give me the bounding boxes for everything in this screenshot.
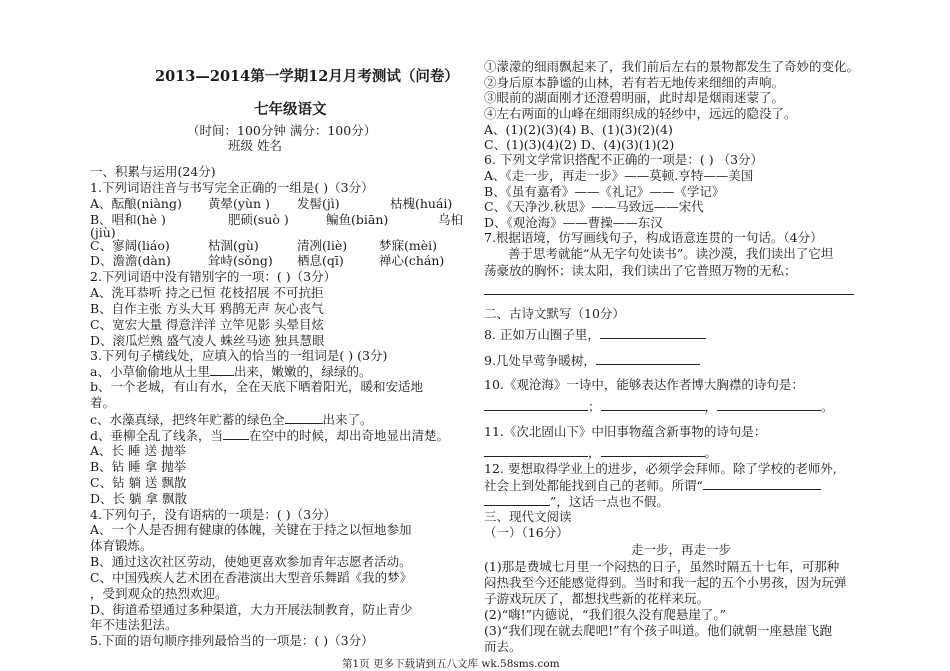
q12-post: ”，这话一点也不假。 [550,494,669,509]
q6-option-a: A、《走一步，再走一步》——莫顿.亨特——美国 [484,168,754,183]
q11-blank-2[interactable] [601,444,705,457]
class-name-line: 班级 姓名 [228,138,282,153]
q1-option-c-2: 枯涸(gù) [208,238,259,253]
reading-part-1: （一）（16分） [484,525,569,540]
q2-option-a: A、洗耳恭听 持之已恒 花枝招展 不可抗拒 [90,285,324,300]
time-score-info: （时间：100分钟 满分：100分） [187,123,377,138]
passage-p3-line-1: (3)“我们现在就去爬吧!”有个孩子叫道。他们就朝一座悬崖飞跑 [484,623,833,638]
q1-option-a-4: 枯槐(huái) [390,196,453,211]
q4-option-c-2: ，受到观众的热烈欢迎。 [90,586,228,601]
q3-c-post: 出来了。 [322,412,373,427]
q1-option-a-2: 黄晕(yùn ) [208,196,270,211]
q8-line [484,326,706,343]
q3-sentence-c [90,411,373,428]
q3-option-b: B、钻 睡 拿 抛举 [90,459,187,474]
q12-line-3 [484,493,669,510]
section3-title: 三、现代文阅读 [484,509,572,524]
q3-stem: 3.下列句子横线处，应填入的恰当的一组词是( ) (3分) [90,348,388,363]
q1-stem: 1.下列词语注音与书写完全正确的一组是( )（3分） [90,180,374,195]
passage-p1-line-1: (1)那是费城七月里一个闷热的日子，虽然时隔五十七年，可那种 [484,559,840,574]
q5-sentence-2: ②身后原本静谧的山林，若有若无地传来细细的声响。 [484,75,785,90]
q3-sentence-b-2: 着。 [90,395,116,410]
q1-option-d-3: 栖息(qī) [297,253,344,268]
q1-option-d-4: 禅心(chán) [379,253,445,268]
q1-option-c-1: C、寥阔(liáo) [90,238,170,253]
q9-text: 9.几处早莺争暖树， [484,353,596,368]
passage-p2: (2)“嗨!”内德说，“我们很久没有爬悬崖了。” [484,607,727,622]
q1-option-a-1: A、酝酿(niàng) [90,196,182,211]
q3-c-blank[interactable] [285,411,323,424]
passage-title: 走一步，再走一步 [631,542,732,557]
q10-blank-3[interactable] [717,398,821,411]
q10-text: 10.《观沧海》一诗中，能够表达作者博大胸襟的诗句是： [484,377,804,392]
q3-a-pre: a、小草偷偷地从土里 [90,364,210,379]
q3-sentence-d [90,427,449,444]
q4-option-b: B、通过这次社区劳动，使她更喜欢参加青年志愿者活动。 [90,554,412,569]
q11-blanks: ， 。 [484,444,717,461]
passage-p1-line-2: 闷热我至今还能感觉得到。当时和我一起的五个小男孩，因为玩弹 [484,575,847,590]
q9-blank[interactable] [596,352,700,365]
grade-subject-title: 七年级语文 [254,101,327,118]
q2-option-c: C、宽宏大量 得意洋洋 立竿见影 头晕目炫 [90,317,324,332]
q3-sentence-b-1: b、一个老城，有山有水，全在天底下晒着阳光，暖和安适地 [90,379,424,394]
q6-option-b: B、《虽有嘉肴》——《礼记》——《学记》 [484,184,725,199]
q1-option-b-3: 鳊鱼(biān) [326,212,389,227]
q1-option-d-1: D、澹澹(dàn) [90,253,171,268]
q7-prompt-2: 荡豪放的胸怀；读太阳，我们读出了它普照万物的无私； [484,263,797,278]
q3-option-c: C、钻 躺 送 飘散 [90,475,187,490]
q2-stem: 2.下列词语中没有错别字的一项：( )（3分） [90,269,337,284]
q5-sentence-3: ③眼前的湖面刚才还澄碧明丽，此时却是烟雨迷蒙了。 [484,90,785,105]
q4-option-a-1: A、一个人是否拥有健康的体魄，关键在于持之以恒地参加 [90,522,412,537]
q3-sentence-a [90,363,371,380]
q11-text: 11.《次北固山下》中旧事物蕴含新事物的诗句是： [484,424,767,439]
q3-c-pre: c、水藻真绿，把终年贮蓄的绿色全 [90,412,285,427]
q3-a-blank[interactable] [210,363,234,376]
q5-sentence-1: ①濛濛的细雨飘起来了，我们前后左右的景物都发生了奇妙的变化。 [484,59,860,74]
q1-option-c-4: 梦寐(mèi) [379,238,438,253]
q12-line-1: 12. 要想取得学业上的进步，必须学会拜师。除了学校的老师外, [484,461,837,476]
q6-option-c: C、《天净沙.秋思》——马致远——宋代 [484,199,704,214]
q12-blank-2[interactable] [484,493,550,506]
section2-title: 二、古诗文默写（10分） [484,306,625,321]
q1-option-b-2: 肥硕(suò ) [228,212,289,227]
q12-line-2 [484,477,821,494]
q3-d-pre: d、垂柳全乱了线条，当 [90,428,224,443]
q7-answer-blank[interactable] [484,282,854,295]
q7-stem: 7.根据语境，仿写画线句子，构成语意连贯的一句话。（4分） [484,230,823,245]
q1-option-a-3: 发髻(jì) [297,196,340,211]
q1-option-b-5: (jiù) [90,225,116,240]
q10-blanks: ； ， 。 [484,398,834,415]
q3-d-post: 在空中的时候，却出奇地显出清楚。 [249,428,450,443]
q1-option-d-2: 耸峙(sǒng) [208,253,273,268]
q8-blank[interactable] [600,326,706,339]
exam-title: 2013—2014第一学期12月月考测试（问卷） [155,68,459,85]
section1-title: 一、积累与运用(24分) [90,164,216,179]
page-footer: 第1页 更多下载请到五八文库 wk.58sms.com [342,658,560,670]
q1-option-c-3: 清冽(liè) [297,238,348,253]
q11-blank-1[interactable] [484,444,588,457]
q3-option-a: A、长 睡 送 抛举 [90,443,186,458]
q12-blank-1[interactable] [703,477,821,490]
q3-d-blank[interactable] [223,427,249,440]
q7-prompt-1: 善于思考就能“从无字句处读书”。读沙漠，我们读出了它坦 [508,246,834,261]
q2-option-d: D、滚瓜烂熟 盛气凌人 蛛丝马迹 独具慧眼 [90,333,325,348]
q4-option-d-2: 年不违法犯法。 [90,617,178,632]
q4-stem: 4.下列句子，没有语病的一项是：( )（3分） [90,507,337,522]
q5-sentence-4: ④左右两面的山峰在细雨织成的轻纱中，远远的隐没了。 [484,106,797,121]
q6-stem: 6. 下列文学常识搭配不正确的一项是：( ) （3分） [484,152,764,167]
q6-option-d: D、《观沧海》——曹操——东汉 [484,215,663,230]
q8-text: 8. 正如万山圈子里， [484,327,600,342]
q3-a-post: 出来，嫩嫩的，绿绿的。 [233,364,372,379]
q10-blank-2[interactable] [601,398,705,411]
q9-line [484,352,700,369]
q5-stem: 5.下面的语句顺序排列最恰当的一项是：( )（3分） [90,633,374,648]
q2-option-b: B、自作主张 方头大耳 鸦鹊无声 灰心丧气 [90,301,324,316]
q7-answer-line[interactable] [484,282,854,299]
q1-option-b-1: B、唱和(hè ) [90,212,166,227]
q4-option-d-1: D、街道希望通过多种渠道，大力开展法制教育，防止青少 [90,602,413,617]
q4-option-c-1: C、中国残疾人艺术团在香港演出大型音乐舞蹈《我的梦》 [90,570,413,585]
q5-options-cd: C、(1)(3)(4)(2) D、(4)(3)(1)(2) [484,137,675,152]
q4-option-a-2: 体育锻炼。 [90,538,153,553]
q3-option-d: D、长 躺 拿 飘散 [90,491,187,506]
q1-option-b-4: 乌桕 [438,212,464,227]
q12-pre: 社会上到处都能找到自己的老师。所谓“ [484,478,703,493]
passage-p3-line-2: 而去。 [484,639,522,654]
q5-options-ab: A、(1)(2)(3)(4) B、(1)(3)(2)(4) [484,122,673,137]
passage-p1-line-3: 子游戏玩厌了，都想找些新的花样来玩。 [484,591,710,606]
q10-blank-1[interactable] [484,398,588,411]
